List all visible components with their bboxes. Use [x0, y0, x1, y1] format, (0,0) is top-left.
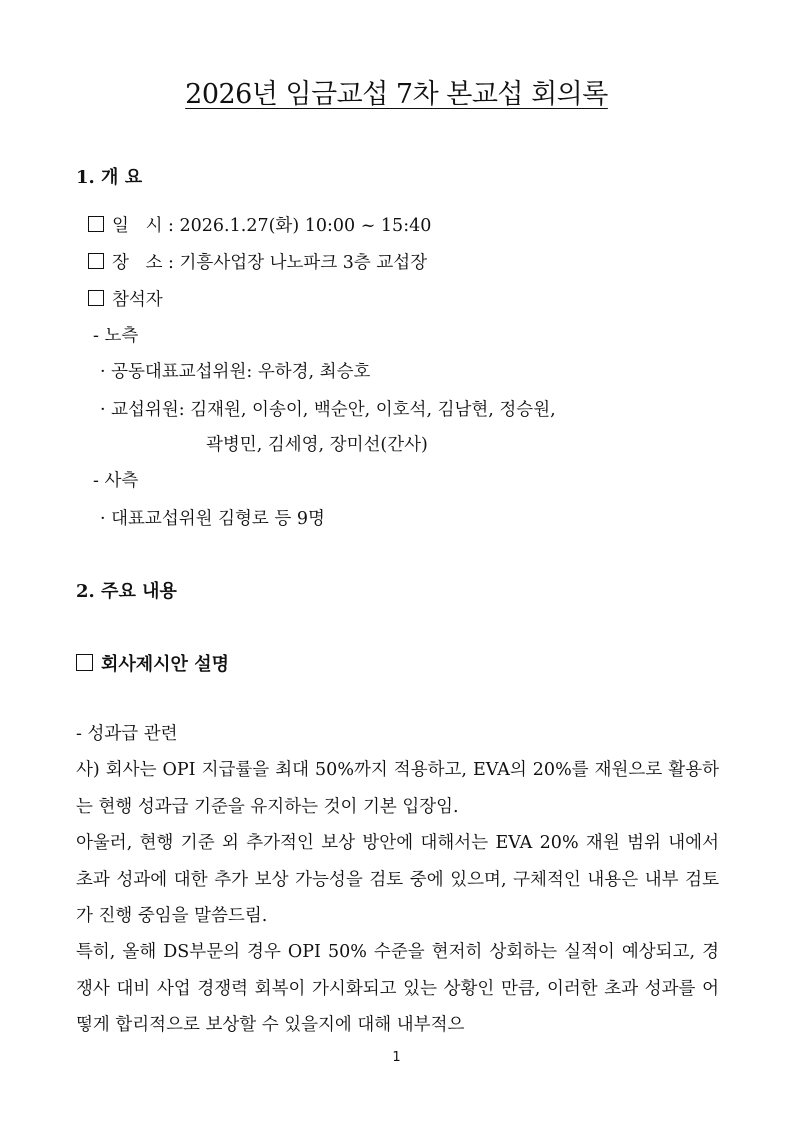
date-line: 일 시 : 2026.1.27(화) 10:00 ~ 15:40: [88, 212, 431, 237]
union-members-line-2: 곽병민, 김세영, 장미선(간사): [206, 435, 428, 455]
union-members-line-1: · 교섭위원: 김재원, 이송이, 백순안, 이호석, 김남현, 정승원,: [100, 400, 556, 420]
document-title: 2026년 임금교섭 7차 본교섭 회의록: [185, 79, 608, 110]
company-side-label: - 사측: [93, 471, 139, 491]
paragraph-2: 아울러, 현행 기준 외 추가적인 보상 방안에 대해서는 EVA 20% 재원 범위 내에서 초과 성과에 대한 추가 보상 가능성을 검토 중에 있으며, 구체적인 내용은 내부 검토가 진행 중임을 말씀드림.: [76, 833, 719, 926]
paragraph-3: 특히, 올해 DS부문의 경우 OPI 50% 수준을 현저히 상회하는 실적이 예상되고, 경쟁사 대비 사업 경쟁력 회복이 가시화되고 있는 상황인 만큼, 이러한 초과 성과를 어떻게 합리적으로 보상할 수 있을지에 대해 내부적으: [76, 942, 719, 1035]
checkbox-square-icon: [76, 654, 93, 671]
attendees-line: 참석자: [88, 286, 163, 311]
checkbox-square-icon: [88, 253, 104, 269]
section-2-heading: 2. 주요 내용: [76, 581, 177, 602]
paragraph-1: 사) 회사는 OPI 지급률을 최대 50%까지 적용하고, EVA의 20%를 재원으로 활용하는 현행 성과급 기준을 유지하는 것이 기본 입장임.: [76, 760, 719, 817]
checkbox-square-icon: [88, 290, 104, 306]
topic-bonus: - 성과급 관련: [76, 724, 178, 744]
section-1-heading: 1. 개 요: [76, 167, 143, 188]
checkbox-square-icon: [88, 216, 104, 232]
place-line: 장 소 : 기흥사업장 나노파크 3층 교섭장: [88, 249, 427, 274]
page-number: 1: [392, 1050, 401, 1065]
company-reps: · 대표교섭위원 김형로 등 9명: [100, 509, 325, 529]
union-joint-reps: · 공동대표교섭위원: 우하경, 최승호: [100, 362, 371, 382]
subheading-company-proposal: 회사제시안 설명: [76, 650, 229, 676]
union-side-label: - 노측: [93, 326, 139, 346]
